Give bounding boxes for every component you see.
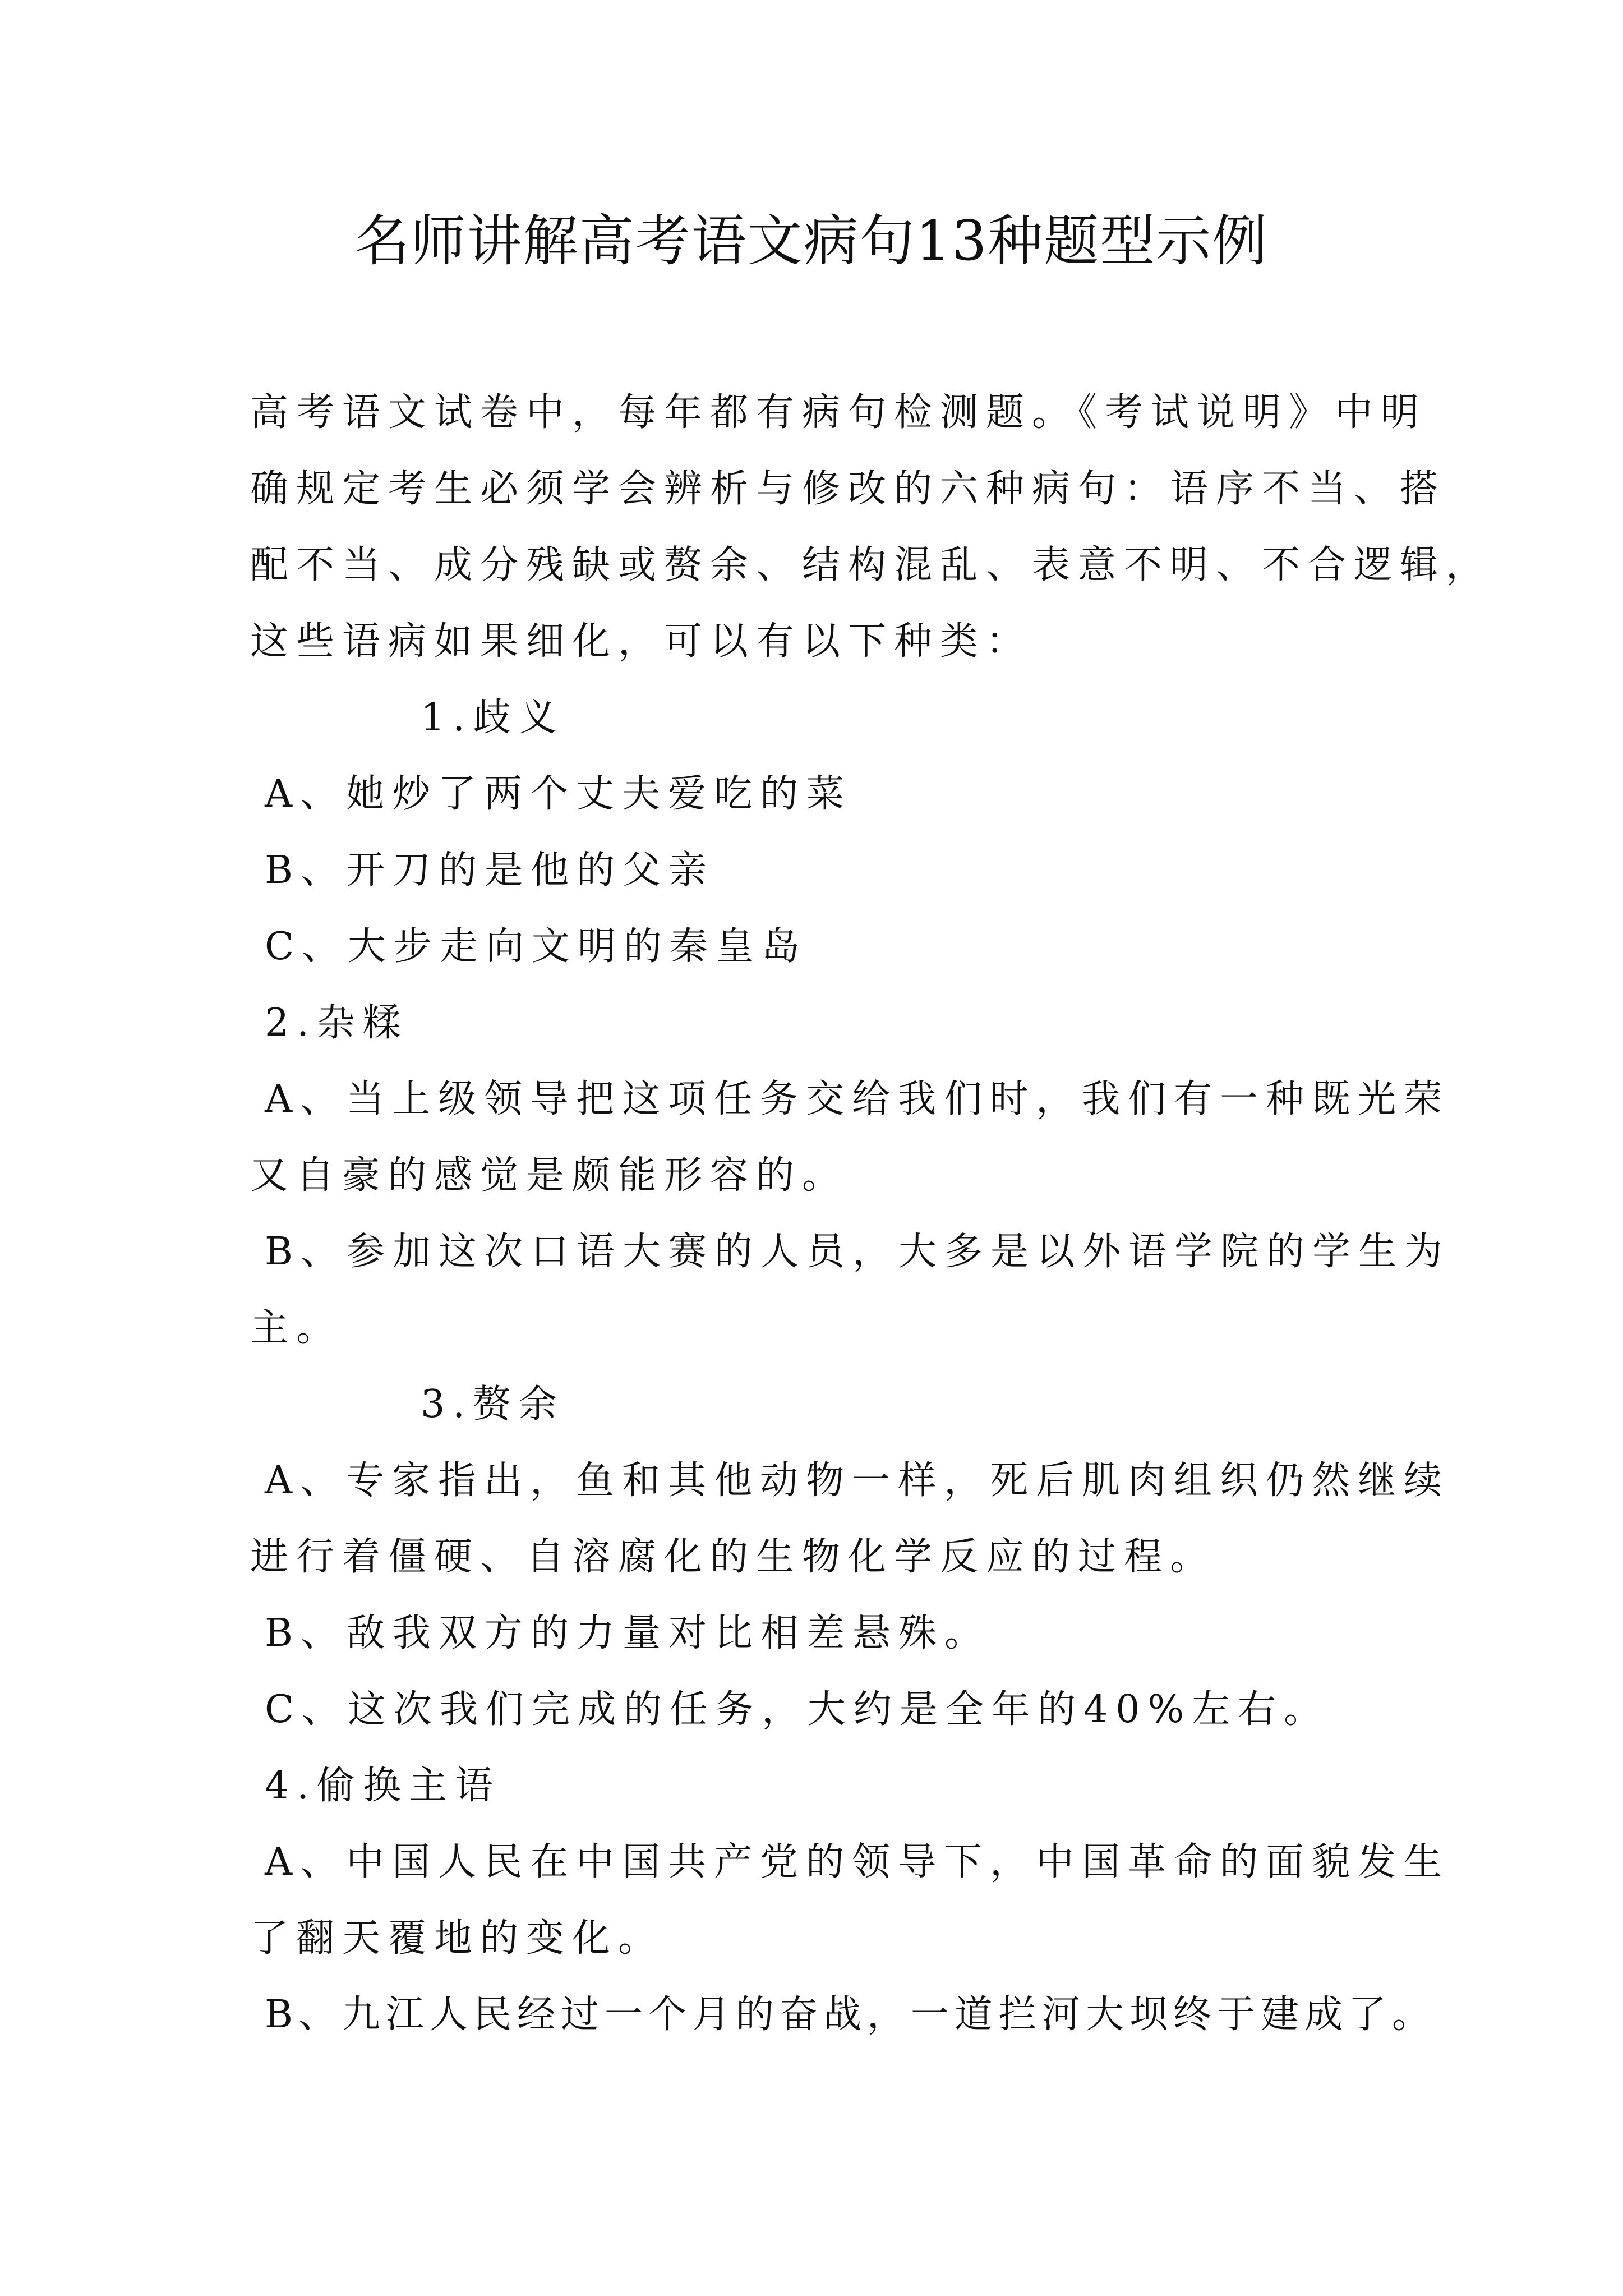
intro-line-2: 确规定考生必须学会辨析与修改的六种病句：语序不当、搭 (250, 467, 1446, 511)
section-3-line-1: A、专家指出，鱼和其他动物一样，死后肌肉组织仍然继续 (265, 1458, 1450, 1503)
section-heading-1: 1.歧义 (421, 696, 565, 740)
section-2-line-3: B、参加这次口语大赛的人员，大多是以外语学院的学生为 (265, 1230, 1450, 1274)
section-heading-4: 4.偷换主语 (265, 1764, 501, 1808)
section-3-line-4: C、这次我们完成的任务，大约是全年的40%左右。 (265, 1687, 1330, 1732)
intro-line-1: 高考语文试卷中，每年都有病句检测题。《考试说明》中明 (250, 390, 1427, 435)
section-4-line-2: 了翻天覆地的变化。 (250, 1916, 665, 1961)
section-heading-3: 3.赘余 (421, 1382, 565, 1427)
section-1-line-1: A、她炒了两个丈夫爱吃的菜 (265, 772, 852, 816)
section-heading-2: 2.杂糅 (265, 1001, 409, 1045)
section-4-line-3: B、九江人民经过一个月的奋战，一道拦河大坝终于建成了。 (265, 1993, 1436, 2037)
section-2-line-1: A、当上级领导把这项任务交给我们时，我们有一种既光荣 (265, 1077, 1450, 1121)
section-3-line-2: 进行着僵硬、自溶腐化的生物化学反应的过程。 (250, 1535, 1216, 1579)
section-1-line-3: C、大步走向文明的秦皇岛 (265, 924, 808, 969)
section-2-line-2: 又自豪的感觉是颇能形容的。 (250, 1153, 849, 1198)
intro-line-4: 这些语病如果细化，可以有以下种类： (250, 619, 1032, 664)
section-1-line-2: B、开刀的是他的父亲 (265, 848, 714, 892)
section-3-line-3: B、敌我双方的力量对比相差悬殊。 (265, 1611, 990, 1655)
document-title: 名师讲解高考语文病句13种题型示例 (354, 209, 1269, 273)
intro-line-3: 配不当、成分残缺或赘余、结构混乱、表意不明、不合逻辑， (250, 543, 1492, 587)
section-2-line-4: 主。 (250, 1306, 343, 1350)
section-4-line-1: A、中国人民在中国共产党的领导下，中国革命的面貌发生 (265, 1840, 1450, 1884)
